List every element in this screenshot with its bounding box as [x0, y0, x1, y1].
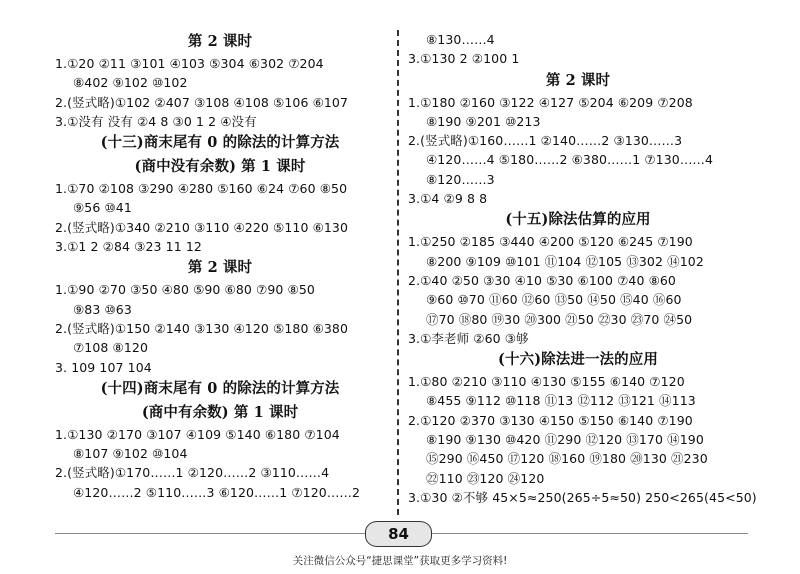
answer-line: 2.①120 ②370 ③130 ④150 ⑤150 ⑥140 ⑦190 — [408, 412, 693, 428]
answer-line: ⑧402 ⑨102 ⑩102 — [73, 75, 188, 91]
answer-line: 1.①90 ②70 ③50 ④80 ⑤90 ⑥80 ⑦90 ⑧50 — [55, 282, 315, 298]
answer-line: ⑦108 ⑧120 — [73, 340, 149, 356]
answer-line: 1.①80 ②210 ③110 ④130 ⑤155 ⑥140 ⑦120 — [408, 374, 685, 390]
answer-line: 3.①没有 没有 ②4 8 ③0 1 2 ④没有 — [55, 113, 257, 129]
answer-line: ⑧190 ⑨201 ⑩213 — [426, 113, 541, 129]
answer-line: 3. 109 107 104 — [55, 359, 152, 375]
footer-rule-left — [55, 533, 365, 534]
answer-line: 1.①250 ②185 ③440 ④200 ⑤120 ⑥245 ⑦190 — [408, 234, 693, 250]
section-heading: 第 2 课时 — [187, 33, 253, 50]
answer-line: 3.①130 2 ②100 1 — [408, 51, 520, 67]
section-heading: 第 2 课时 — [545, 71, 611, 89]
answer-line: 2.(竖式略)①160……1 ②140……2 ③130……3 — [408, 133, 683, 149]
answer-line: ⑨56 ⑩41 — [73, 200, 132, 216]
right-column — [408, 30, 757, 507]
section-heading: (十五)除法估算的应用 — [505, 211, 651, 229]
answer-line: ⑨83 ⑩63 — [73, 301, 132, 317]
answer-line: ⑰70 ⑱80 ⑲30 ⑳300 ㉑50 ㉒30 ㉓70 ㉔50 — [426, 311, 693, 327]
section-heading: (商中有余数) 第 1 课时 — [141, 403, 299, 421]
answer-line: ⑧190 ⑨130 ⑩420 ⑪290 ⑫120 ⑬170 ⑭190 — [426, 432, 704, 448]
answer-line: 3.①30 ②不够 45×5≈250(265÷5≈50) 250<265(45<50) — [408, 489, 757, 505]
footer-rule-right — [430, 533, 748, 534]
section-heading: (十六)除法进一法的应用 — [498, 351, 658, 369]
answer-line: 1.①130 ②170 ③107 ④109 ⑤140 ⑥180 ⑦104 — [55, 426, 340, 442]
answer-line: ⑧200 ⑨109 ⑩101 ⑪104 ⑫105 ⑬302 ⑭102 — [426, 253, 704, 269]
answer-line: 2.(竖式略)①150 ②140 ③130 ④120 ⑤180 ⑥380 — [55, 320, 349, 336]
answer-line: ④120……4 ⑤180……2 ⑥380……1 ⑦130……4 — [426, 152, 714, 168]
answer-line: ④120……2 ⑤110……3 ⑥120……1 ⑦120……2 — [73, 484, 361, 500]
left-column — [55, 30, 385, 502]
section-heading: (十三)商末尾有 0 的除法的计算方法 — [100, 134, 340, 152]
answer-line: ⑨60 ⑩70 ⑪60 ⑫60 ⑬50 ⑭50 ⑮40 ⑯60 — [426, 292, 682, 308]
answer-line: 3.①1 2 ②84 ③23 11 12 — [55, 239, 202, 255]
answer-line: ㉒110 ㉓120 ㉔120 — [426, 470, 545, 486]
answer-line: ⑧107 ⑨102 ⑩104 — [73, 446, 188, 462]
answer-line: 2.(竖式略)①102 ②407 ③108 ④108 ⑤106 ⑥107 — [55, 94, 349, 110]
answer-line: 3.①4 ②9 8 8 — [408, 191, 488, 207]
section-heading: (商中没有余数) 第 1 课时 — [134, 158, 306, 176]
answer-line: 2.①40 ②50 ③30 ④10 ⑤30 ⑥100 ⑦40 ⑧60 — [408, 272, 676, 288]
answer-line: 2.(竖式略)①340 ②210 ③110 ④220 ⑤110 ⑥130 — [55, 219, 349, 235]
section-heading: 第 2 课时 — [187, 259, 253, 277]
answer-line: ⑧130……4 — [426, 32, 495, 47]
answer-line: 2.(竖式略)①170……1 ②120……2 ③110……4 — [55, 465, 330, 481]
page-number: 84 — [365, 521, 432, 547]
answer-line: ⑧455 ⑨112 ⑩118 ⑪13 ⑫112 ⑬121 ⑭113 — [426, 393, 696, 409]
answer-line: ⑧120……3 — [426, 171, 495, 187]
answer-line: 3.①李老师 ②60 ③够 — [408, 330, 529, 346]
footer-promo-text: 关注微信公众号“捷思课堂”获取更多学习资料! — [292, 555, 508, 567]
section-heading: (十四)商末尾有 0 的除法的计算方法 — [100, 379, 340, 397]
answer-line: 1.①180 ②160 ③122 ④127 ⑤204 ⑥209 ⑦208 — [408, 94, 693, 110]
answer-line: ⑮290 ⑯450 ⑰120 ⑱160 ⑲180 ⑳130 ㉑230 — [426, 451, 708, 467]
column-divider — [397, 30, 399, 515]
answer-line: 1.①20 ②11 ③101 ④103 ⑤304 ⑥302 ⑦204 — [55, 56, 324, 71]
answer-line: 1.①70 ②108 ③290 ④280 ⑤160 ⑥24 ⑦60 ⑧50 — [55, 181, 348, 197]
